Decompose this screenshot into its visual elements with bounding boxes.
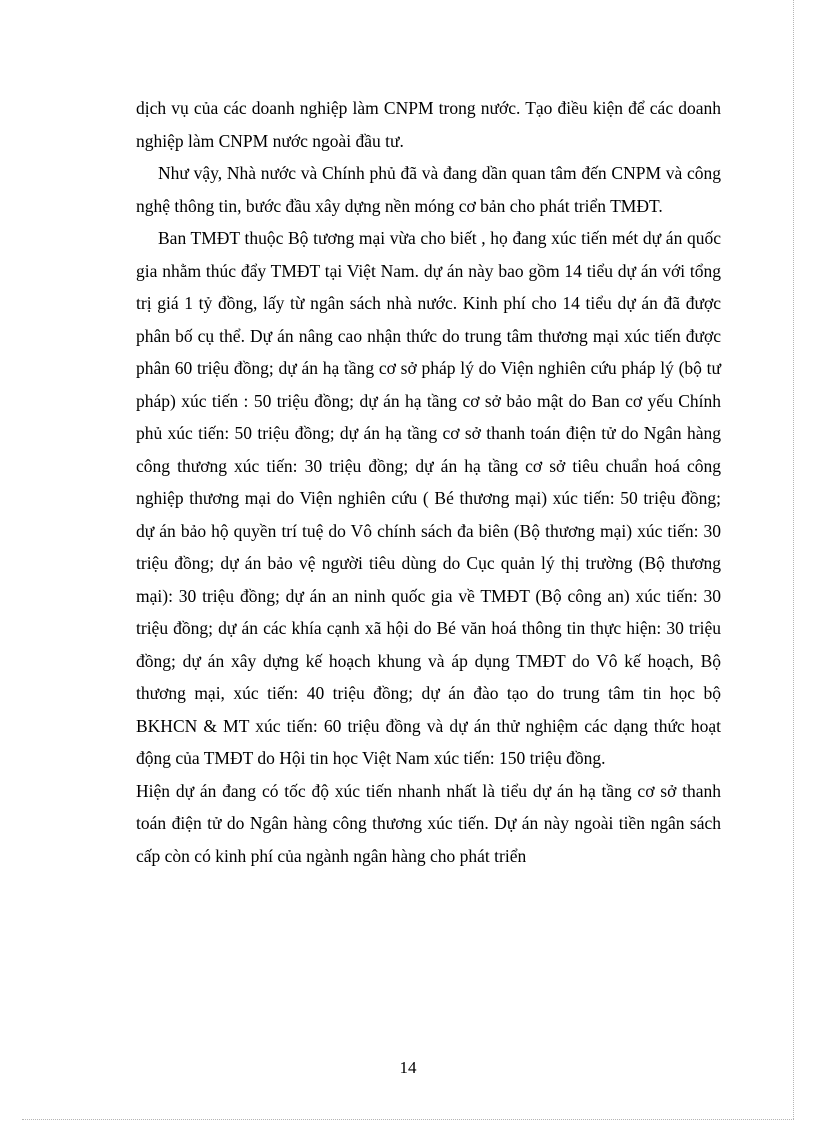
page-body bbox=[136, 92, 721, 872]
paragraph-continuation: dịch vụ của các doanh nghiệp làm CNPM trong nước. Tạo điều kiện để các doanh nghiệp làm CNPM nước ngoài đầu tư. bbox=[136, 98, 721, 151]
page-margin-guide bbox=[793, 0, 794, 1119]
paragraph-current-progress: Hiện dự án đang có tốc độ xúc tiến nhanh nhất là tiểu dự án hạ tầng cơ sở thanh toán điện tử do Ngân hàng công thương xúc tiến. Dự án này ngoài tiền ngân sách cấp còn có kinh phí của ngành ngân hàng cho phát triển bbox=[136, 780, 721, 866]
paragraph-national-project: Ban TMĐT thuộc Bộ tương mại vừa cho biết , họ đang xúc tiến mét dự án quốc gia nhằm thúc đẩy TMĐT tại Việt Nam. dự án này bao gồm 14 tiểu dự án với tổng trị giá 1 tỷ đồng, lấy từ ngân sách nhà nước. Kinh phí cho 14 tiểu dự án đã được phân bố cụ thể. Dự án nâng cao nhận thức do trung tâm thương mại xúc tiến được phân 60 triệu đồng; dự án hạ tầng cơ sở pháp lý do Viện nghiên cứu pháp lý (bộ tư pháp) xúc tiến : 50 triệu đồng; dự án hạ tầng cơ sở bảo mật do Ban cơ yếu Chính phủ xúc tiến: 50 triệu đồng; dự án hạ tầng cơ sở thanh toán điện tử do Ngân hàng công thương xúc tiến: 30 triệu đồng; dự án hạ tầng cơ sở tiêu chuẩn hoá công nghiệp thương mại do Viện nghiên cứu ( Bé thương mại) xúc tiến: 50 triệu đồng; dự án bảo hộ quyền trí tuệ do Vô chính sách đa biên (Bộ thương mại) xúc tiến: 30 triệu đồng; dự án bảo vệ người tiêu dùng do Cục quản lý thị trường (Bộ thương mại): 30 triệu đồng; dự án an ninh quốc gia về TMĐT (Bộ công an) xúc tiến: 30 triệu đồng; dự án các khía cạnh xã hội do Bé văn hoá thông tin thực hiện: 30 triệu đồng; dự án xây dựng kế hoạch khung và áp dụng TMĐT do Vô kế hoạch, Bộ thương mại, xúc tiến: 40 triệu đồng; dự án đào tạo do trung tâm tin học bộ BKHCN & MT xúc tiến: 60 triệu đồng và dự án thử nghiệm các dạng thức hoạt động của TMĐT do Hội tin học Việt Nam xúc tiến: 150 triệu đồng. bbox=[136, 228, 721, 768]
page-number: 14 bbox=[399, 1058, 417, 1077]
page-footer-guide bbox=[22, 1119, 794, 1120]
paragraph-state-attention: Như vậy, Nhà nước và Chính phủ đã và đang dần quan tâm đến CNPM và công nghệ thông tin, bước đầu xây dựng nền móng cơ bản cho phát triển TMĐT. bbox=[136, 163, 721, 216]
